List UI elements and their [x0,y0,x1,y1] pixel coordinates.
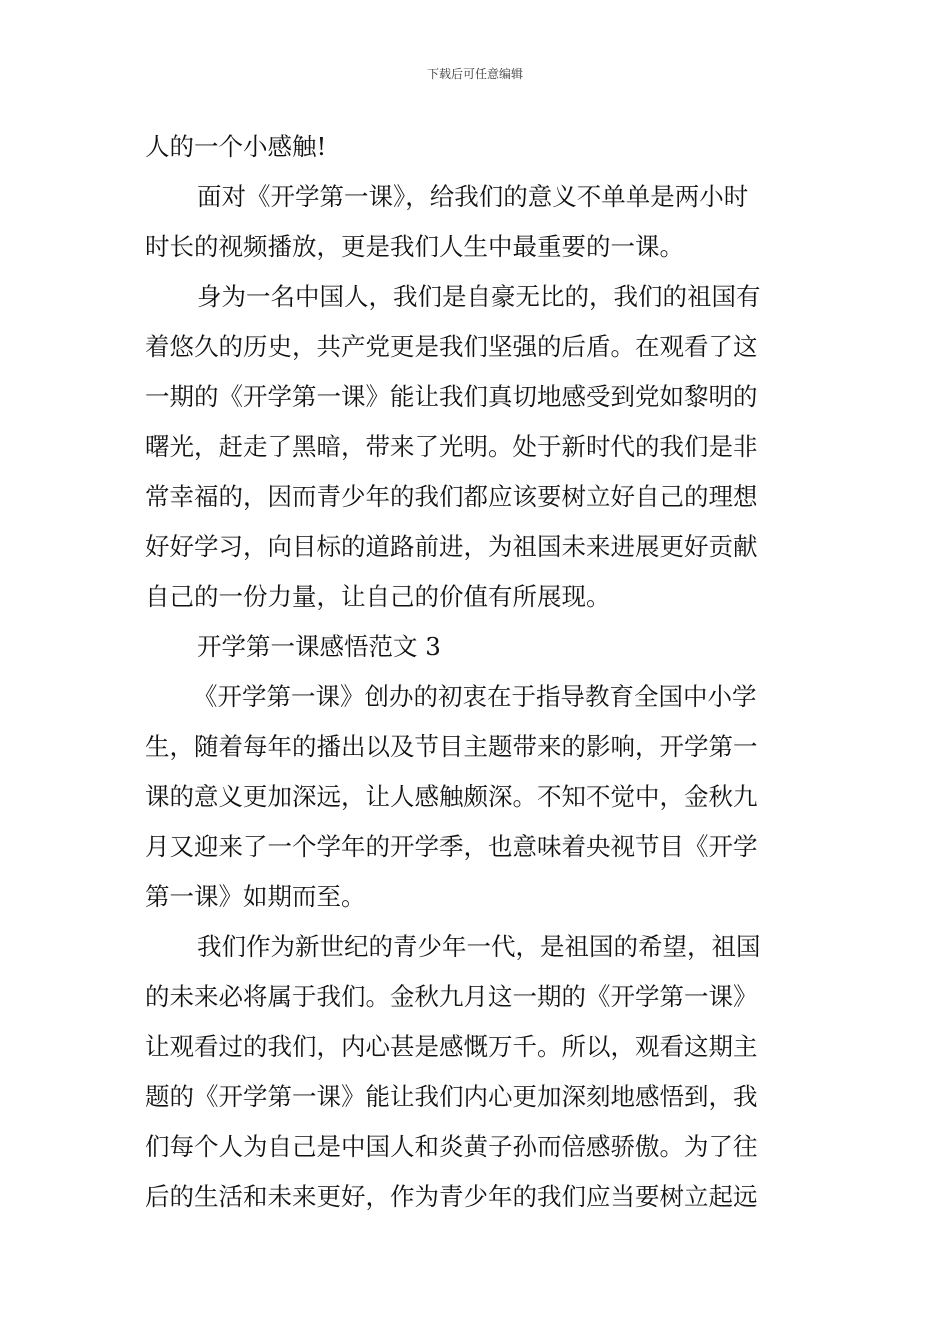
text-line: 好好学习，向目标的道路前进，为祖国未来进展更好贡献 [145,532,758,561]
text-line: 课的意义更加深远，让人感触颇深。不知不觉中，金秋九 [145,782,758,811]
text-line: 时长的视频播放，更是我们人生中最重要的一课。 [145,232,684,261]
text-line: 常幸福的，因而青少年的我们都应该要树立好自己的理想 [145,482,758,511]
text-line: 月又迎来了一个学年的开学季，也意味着央视节目《开学 [145,832,758,861]
text-line: 人的一个小感触! [145,132,327,161]
paragraph-start-line: 我们作为新世纪的青少年一代，是祖国的希望，祖国 [197,932,761,961]
paragraph-start-line: 《开学第一课》创办的初衷在于指导教育全国中小学 [193,682,757,711]
section-heading: 开学第一课感悟范文 3 [197,632,441,661]
page-header-note: 下载后可任意编辑 [426,67,523,81]
document-body [145,122,807,1222]
text-line: 的未来必将属于我们。金秋九月这一期的《开学第一课》 [145,982,758,1011]
text-line: 生，随着每年的播出以及节目主题带来的影响，开学第一 [145,732,758,761]
text-line: 们每个人为自己是中国人和炎黄子孙而倍感骄傲。为了往 [145,1132,758,1161]
paragraph-start-line: 身为一名中国人，我们是自豪无比的，我们的祖国有 [197,282,761,311]
text-line: 第一课》如期而至。 [145,882,366,911]
text-line: 题的《开学第一课》能让我们内心更加深刻地感悟到，我 [145,1082,758,1111]
text-line: 让观看过的我们，内心甚是感慨万千。所以，观看这期主 [145,1032,758,1061]
text-line: 曙光，赶走了黑暗，带来了光明。处于新时代的我们是非 [145,432,758,461]
paragraph-start-line: 面对《开学第一课》，给我们的意义不单单是两小时 [197,182,749,211]
text-line: 一期的《开学第一课》能让我们真切地感受到党如黎明的 [145,382,758,411]
text-line: 后的生活和未来更好，作为青少年的我们应当要树立起远 [145,1182,758,1211]
text-line: 自己的一份力量，让自己的价值有所展现。 [145,582,611,611]
text-line: 着悠久的历史，共产党更是我们坚强的后盾。在观看了这 [145,332,758,361]
